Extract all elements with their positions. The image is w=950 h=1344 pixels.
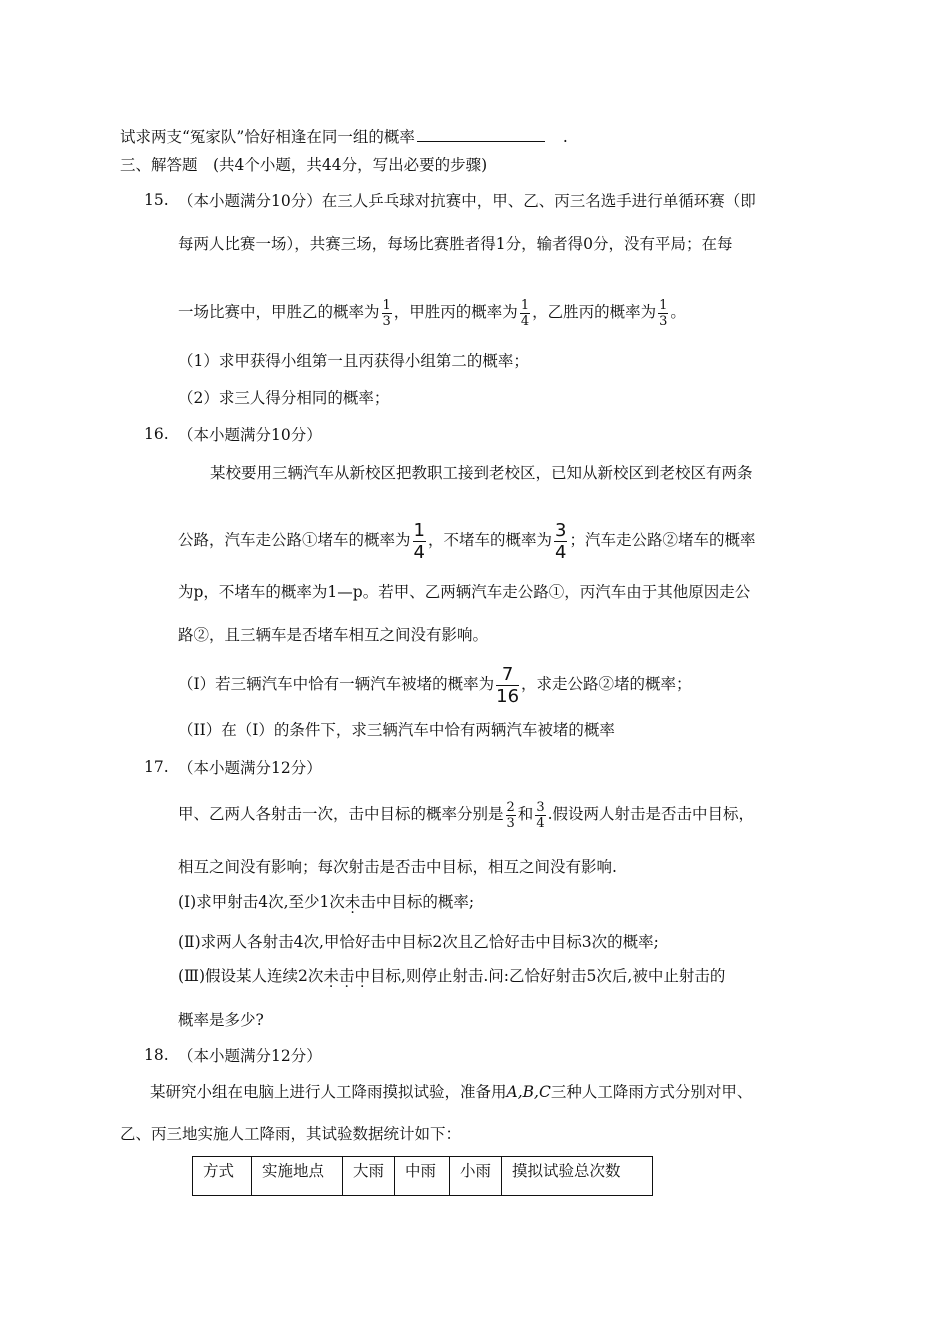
q16-line-a: （本小题满分10分） [178, 426, 322, 444]
denominator: 3 [506, 815, 515, 831]
q17-line-a: （本小题满分12分） [178, 759, 322, 777]
q17-line-c: 相互之间没有影响；每次射击是否击中目标，相互之间没有影响. [178, 858, 617, 876]
table-header-cell: 方式 [193, 1157, 252, 1196]
q15-text-c3: ，乙胜丙的概率为 [532, 303, 657, 321]
table-header-cell: 实施地点 [252, 1157, 343, 1196]
q15-text-c4: 。 [670, 303, 686, 321]
q18-abc-symbols: A,B,C [506, 1083, 551, 1101]
numerator: 1 [382, 297, 391, 313]
q15-fraction-2 [520, 298, 530, 329]
q14-tail-line [120, 125, 568, 147]
q17-line-b [178, 794, 754, 834]
q15-line-b: 每两人比赛一场），共赛三场，每场比赛胜者得1分，输者得0分，没有平局；在每 [178, 235, 733, 253]
numerator: 1 [520, 297, 530, 313]
q18-text-b2: 三种人工降雨方式分别对甲、 [550, 1083, 753, 1101]
q17-text-b3: .假设两人射击是否击中目标， [547, 805, 755, 823]
q17-p3-text-b: 目标,则停止射击.问:乙恰好射击5次后,被中止射击的 [369, 967, 726, 985]
q15-fraction-3 [658, 298, 668, 329]
q16-p1-text-b: ，求走公路②堵的概率； [521, 675, 692, 693]
emphasis-char: 未 [323, 967, 339, 985]
table-header-cell: 摸拟试验总次数 [502, 1157, 653, 1196]
q16-number: 16. [144, 425, 169, 443]
denominator: 16 [496, 685, 520, 707]
q16-p1-text-a: （I）若三辆汽车中恰有一辆汽车被堵的概率为 [178, 675, 495, 693]
denominator: 3 [382, 313, 391, 329]
q15-part-2: （2）求三人得分相同的概率； [178, 389, 390, 407]
q17-p1-text-b: 击中目标的概率; [360, 893, 475, 911]
q16-line-e: 路②，且三辆车是否堵车相互之间没有影响。 [178, 626, 489, 644]
q18-text-b1: 某研究小组在电脑上进行人工降雨摸拟试验，准备用 [150, 1083, 507, 1101]
q17-part-3-cont: 概率是多少? [178, 1011, 264, 1029]
q16-part-2: （II）在（I）的条件下，求三辆汽车中恰有两辆汽车被堵的概率 [178, 721, 615, 739]
q17-text-b1: 甲、乙两人各射击一次，击中目标的概率分别是 [178, 805, 504, 823]
q17-number: 17. [144, 758, 169, 776]
numerator: 1 [413, 519, 425, 541]
q15-text-c2: ，甲胜丙的概率为 [393, 303, 518, 321]
q16-text-c2: ，不堵车的概率为 [427, 531, 552, 549]
q16-fraction-1 [413, 520, 426, 563]
q17-fraction-2 [535, 800, 545, 831]
q16-fraction-3 [496, 664, 519, 707]
q17-fraction-1 [506, 800, 516, 831]
section-3-heading: 三、解答题 (共4个小题，共44分，写出必要的步骤) [120, 156, 488, 174]
q16-line-b: 某校要用三辆汽车从新校区把教职工接到老校区，已知从新校区到老校区有两条 [210, 464, 753, 482]
table-header-row [193, 1157, 653, 1196]
q14-tail-text: 试求两支“冤家队”恰好相逢在同一组的概率 [120, 128, 415, 146]
table-header-cell: 大雨 [343, 1157, 395, 1196]
denominator: 4 [536, 815, 545, 831]
denominator: 4 [520, 313, 530, 329]
q18-line-b [150, 1082, 752, 1102]
q15-number: 15. [144, 191, 169, 209]
numerator: 7 [496, 664, 519, 686]
numerator: 3 [554, 519, 567, 541]
table-header-cell: 中雨 [395, 1157, 450, 1196]
q15-text-c1: 一场比赛中，甲胜乙的概率为 [178, 303, 380, 321]
numerator: 2 [506, 799, 515, 815]
q16-line-d: 为p，不堵车的概率为1—p。若甲、乙两辆汽车走公路①，丙汽车由于其他原因走公 [178, 583, 751, 601]
q17-p1-text-a: (Ⅰ)求甲射击4次,至少1次 [178, 893, 345, 911]
q16-line-c [178, 518, 755, 563]
q17-text-b2: 和 [517, 805, 534, 823]
q17-part-3 [178, 966, 725, 986]
q17-part-2: (Ⅱ)求两人各射击4次,甲恰好击中目标2次且乙恰好击中目标3次的概率; [178, 933, 659, 951]
q15-line-a: （本小题满分10分）在三人乒乓球对抗赛中，甲、乙、丙三名选手进行单循环赛（即 [178, 192, 756, 210]
q15-part-1: （1）求甲获得小组第一且丙获得小组第二的概率； [178, 352, 529, 370]
q15-fraction-1 [382, 298, 392, 329]
q17-p3-text-a: (Ⅲ)假设某人连续2次 [178, 967, 324, 985]
emphasis-char: 未 [344, 893, 361, 911]
denominator: 3 [659, 313, 668, 329]
emphasis-char: 击 [338, 967, 355, 985]
q18-line-a: （本小题满分12分） [178, 1047, 322, 1065]
q18-line-c: 乙、丙三地实施人工降雨，其试验数据统计如下： [120, 1125, 462, 1143]
q17-part-1 [178, 892, 474, 912]
denominator: 4 [554, 541, 567, 563]
q14-period: . [562, 128, 568, 146]
q16-fraction-2 [554, 520, 567, 563]
table-header-cell: 小雨 [450, 1157, 502, 1196]
q16-text-c3: ；汽车走公路②堵车的概率 [569, 531, 756, 549]
denominator: 4 [413, 541, 425, 563]
experiment-data-table [192, 1156, 653, 1196]
q18-number: 18. [144, 1046, 169, 1064]
q16-part-1 [178, 662, 692, 707]
numerator: 3 [536, 799, 545, 815]
q16-text-c1: 公路，汽车走公路①堵车的概率为 [178, 531, 411, 549]
emphasis-char: 中 [354, 967, 370, 985]
numerator: 1 [659, 297, 668, 313]
q15-line-c [178, 292, 686, 332]
answer-blank[interactable] [417, 125, 545, 142]
